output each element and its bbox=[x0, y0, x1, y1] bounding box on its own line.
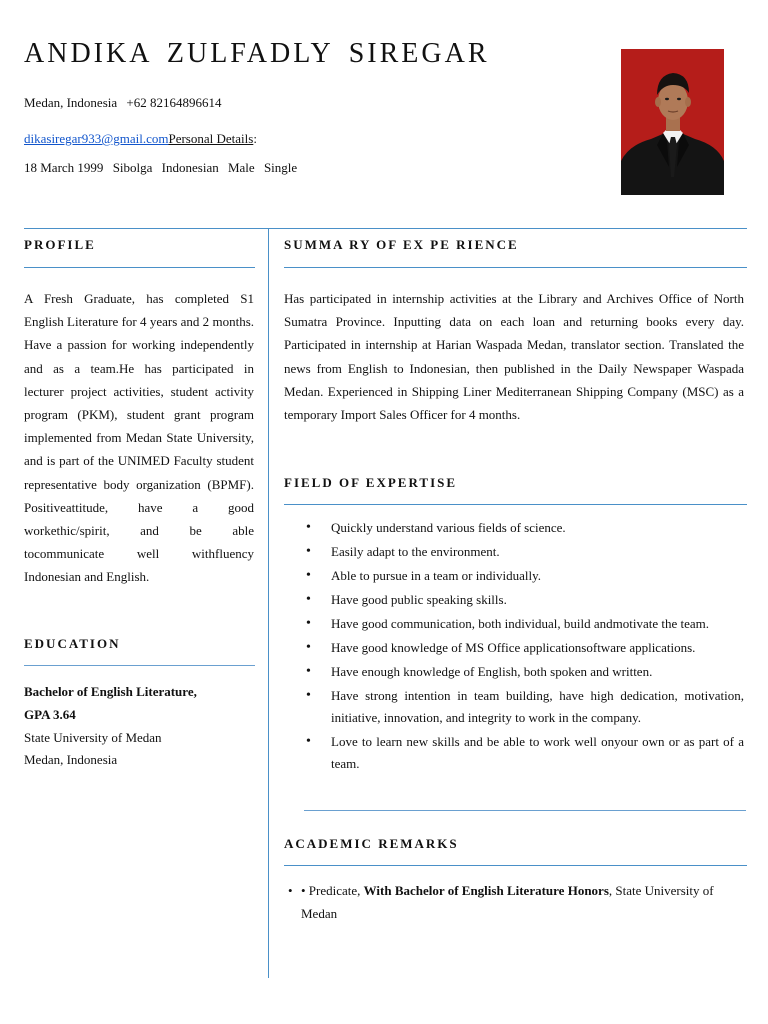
remarks-honors: With Bachelor of English Literature Honors bbox=[363, 883, 609, 898]
education-heading: EDUCATION bbox=[24, 636, 121, 651]
personal-details-label: Personal Details bbox=[168, 131, 254, 146]
phone-text: +62 82164896614 bbox=[126, 95, 222, 110]
email-link[interactable]: dikasiregar933@gmail.com bbox=[24, 131, 169, 146]
expertise-item: • Able to pursue in a team or individually. bbox=[306, 565, 744, 587]
education-divider bbox=[24, 665, 255, 666]
remarks-heading: ACADEMIC REMARKS bbox=[284, 836, 459, 851]
email-line bbox=[24, 131, 257, 147]
personal-details-line bbox=[24, 160, 297, 176]
expertise-item: • Have strong intention in team building, have high dedication, motivation, initiative, innovation, and integrity to work in the company. bbox=[306, 685, 744, 729]
expertise-end-divider bbox=[304, 810, 746, 811]
expertise-heading: FIELD OF EXPERTISE bbox=[284, 475, 458, 490]
experience-divider bbox=[284, 267, 747, 268]
birth-date-text: 18 March 1999 bbox=[24, 160, 104, 175]
expertise-item: • Have enough knowledge of English, both spoken and written. bbox=[306, 661, 744, 683]
remarks-prefix: • Predicate, bbox=[301, 883, 364, 898]
marital-status-text: Single bbox=[263, 160, 298, 175]
profile-heading: PROFILE bbox=[24, 237, 96, 252]
education-degree: Bachelor of English Literature, bbox=[24, 684, 197, 699]
contact-line bbox=[24, 95, 227, 111]
remarks-divider bbox=[284, 865, 747, 866]
expertise-item: • Love to learn new skills and be able to work well onyour own or as part of a team. bbox=[306, 731, 744, 775]
remarks-item bbox=[288, 879, 744, 925]
expertise-item: • Have good communication, both individual, build andmotivate the team. bbox=[306, 613, 744, 635]
education-gpa: GPA 3.64 bbox=[24, 706, 76, 722]
birth-place-text: Sibolga bbox=[112, 160, 153, 175]
education-location: Medan, Indonesia bbox=[24, 752, 118, 768]
expertise-list bbox=[306, 517, 744, 777]
person-portrait-icon bbox=[621, 49, 724, 195]
expertise-item: • Easily adapt to the environment. bbox=[306, 541, 744, 563]
candidate-name: ANDIKA ZULFADLY SIREGAR bbox=[24, 38, 490, 69]
column-divider bbox=[268, 228, 269, 978]
education-block bbox=[24, 681, 197, 772]
remarks-bullet: • bbox=[288, 883, 293, 898]
expertise-item: • Have good public speaking skills. bbox=[306, 589, 744, 611]
profile-divider bbox=[24, 267, 255, 268]
location-text: Medan, Indonesia bbox=[24, 95, 118, 110]
profile-photo bbox=[621, 49, 724, 195]
gender-text: Male bbox=[227, 160, 255, 175]
education-school: State University of Medan bbox=[24, 729, 162, 745]
header-divider bbox=[24, 228, 747, 229]
expertise-item: • Quickly understand various fields of science. bbox=[306, 517, 744, 539]
remarks-suffix: , State University of Medan bbox=[301, 883, 714, 921]
experience-heading: SUMMA RY OF EX PE RIENCE bbox=[284, 237, 519, 252]
profile-text: A Fresh Graduate, has completed S1 English Literature for 4 years and 2 months. Have a passion for working independently and as a team.He has participated in lecturer project activities, student activity program (PKM), student grant program implemented from Medan State University, and is part of the UNIMED Faculty student representative body organization (BPMF). Positiveattitude, have a good workethic/spirit, and be able tocommunicate well withfluency Indonesian and English. bbox=[24, 291, 254, 585]
expertise-item: • Have good knowledge of MS Office applicationsoftware applications. bbox=[306, 637, 744, 659]
nationality-text: Indonesian bbox=[161, 160, 219, 175]
personal-details-colon: : bbox=[253, 131, 257, 146]
experience-text: Has participated in internship activities at the Library and Archives Office of North Sumatra Province. Inputting data on each loan and returning books every day. Participated in internship at Harian Waspada Medan, translator section. Translated the news from English to Indonesian, then published in the Daily Newspaper Waspada Medan. Experienced in Shipping Liner Mediterranean Shipping Company (MSC) as a temporary Import Sales Officer for 4 months. bbox=[284, 291, 744, 423]
expertise-divider bbox=[284, 504, 747, 505]
